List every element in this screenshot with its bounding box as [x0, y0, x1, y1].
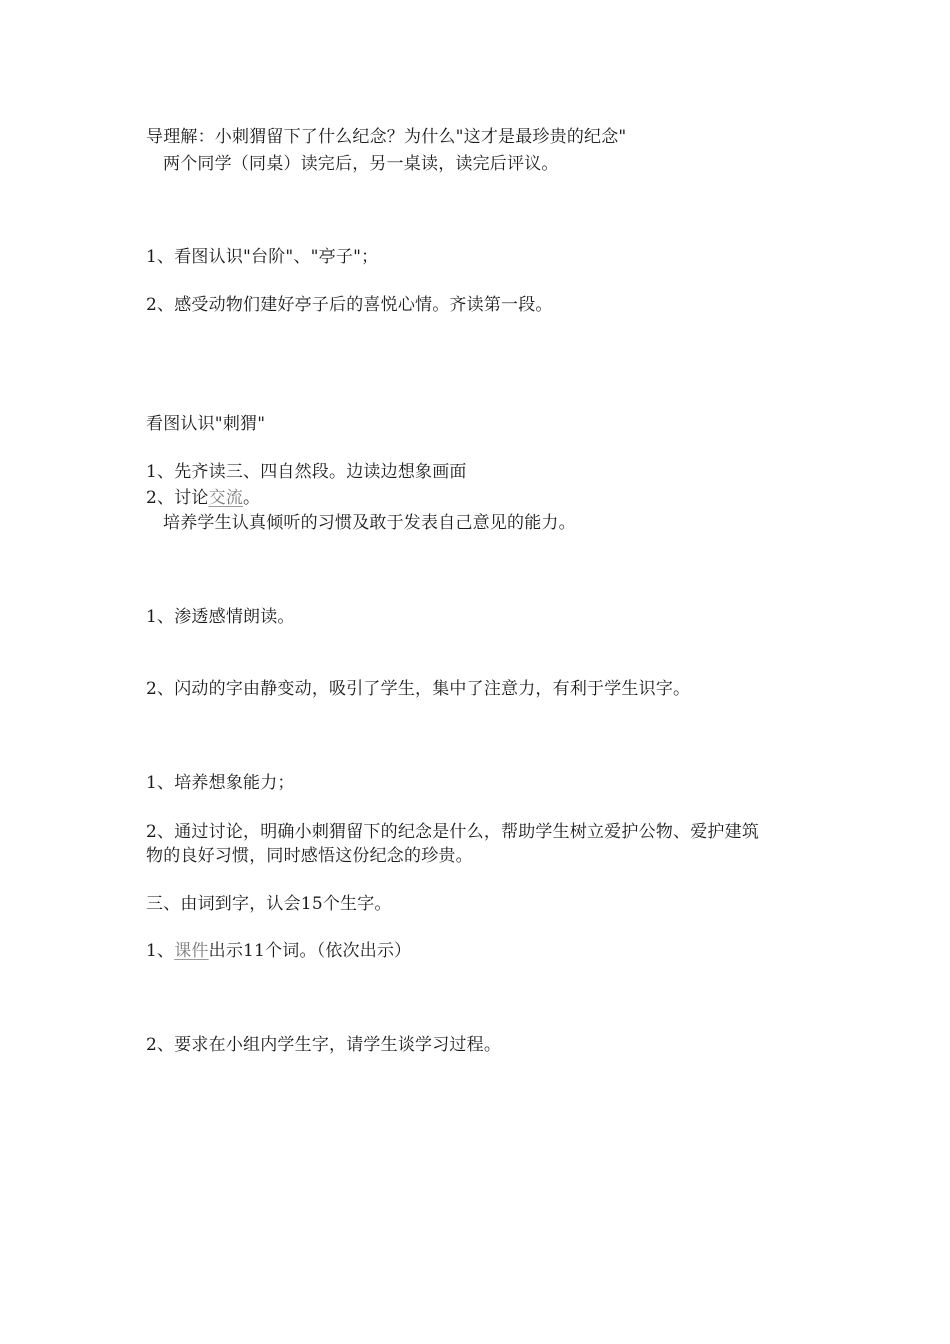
section-heading	[146, 413, 265, 435]
list-item-continuation	[146, 845, 473, 867]
list-item-text: 物的良好习惯，同时感悟这份纪念的珍贵。	[146, 846, 473, 866]
list-item-text: 1、渗透感情朗读。	[146, 607, 295, 627]
list-item	[146, 678, 690, 700]
list-item	[146, 487, 260, 509]
peer-reading-text: 两个同学（同桌）读完后，另一桌读，读完后评议。	[163, 154, 559, 174]
courseware-link[interactable]: 课件	[174, 941, 209, 961]
list-item	[146, 940, 411, 962]
list-item	[146, 294, 553, 316]
list-item-text: 出示11个词。（依次出示）	[208, 941, 412, 961]
list-item-text: 1、看图认识"台阶"、"亭子"；	[146, 247, 379, 267]
list-item-text: 2、讨论	[146, 488, 209, 508]
list-item-text: 2、通过讨论，明确小刺猬留下的纪念是什么，帮助学生树立爱护公物、爱护建筑	[146, 822, 760, 842]
list-item	[146, 1034, 501, 1056]
section-heading-text: 三、由词到字，认会15个生字。	[146, 894, 392, 914]
peer-reading-line	[163, 153, 559, 175]
guide-question-line	[146, 126, 626, 148]
list-item-text: 2、要求在小组内学生字，请学生谈学习过程。	[146, 1035, 502, 1055]
list-item-text: 1、先齐读三、四自然段。边读边想象画面	[146, 462, 467, 482]
list-item	[146, 772, 295, 794]
ability-goal-text: 培养学生认真倾听的习惯及敢于发表自己意见的能力。	[163, 513, 576, 533]
list-item-text: 2、感受动物们建好亭子后的喜悦心情。齐读第一段。	[146, 295, 553, 315]
list-item-text: 1、培养想象能力；	[146, 773, 295, 793]
list-item-punctuation: 。	[243, 488, 261, 508]
list-item	[146, 606, 295, 628]
section-heading	[146, 893, 392, 915]
list-item-text: 2、闪动的字由静变动，吸引了学生，集中了注意力，有利于学生识字。	[146, 679, 691, 699]
list-item	[146, 821, 759, 843]
exchange-link[interactable]: 交流	[208, 488, 244, 508]
list-item	[146, 461, 467, 483]
list-item	[146, 246, 378, 268]
list-item-number: 1、	[146, 941, 175, 961]
section-heading-text: 看图认识"刺猬"	[146, 414, 266, 434]
ability-goal-line	[163, 512, 576, 534]
guide-question-text: 导理解：小刺猬留下了什么纪念？为什么"这才是最珍贵的纪念"	[146, 127, 627, 147]
